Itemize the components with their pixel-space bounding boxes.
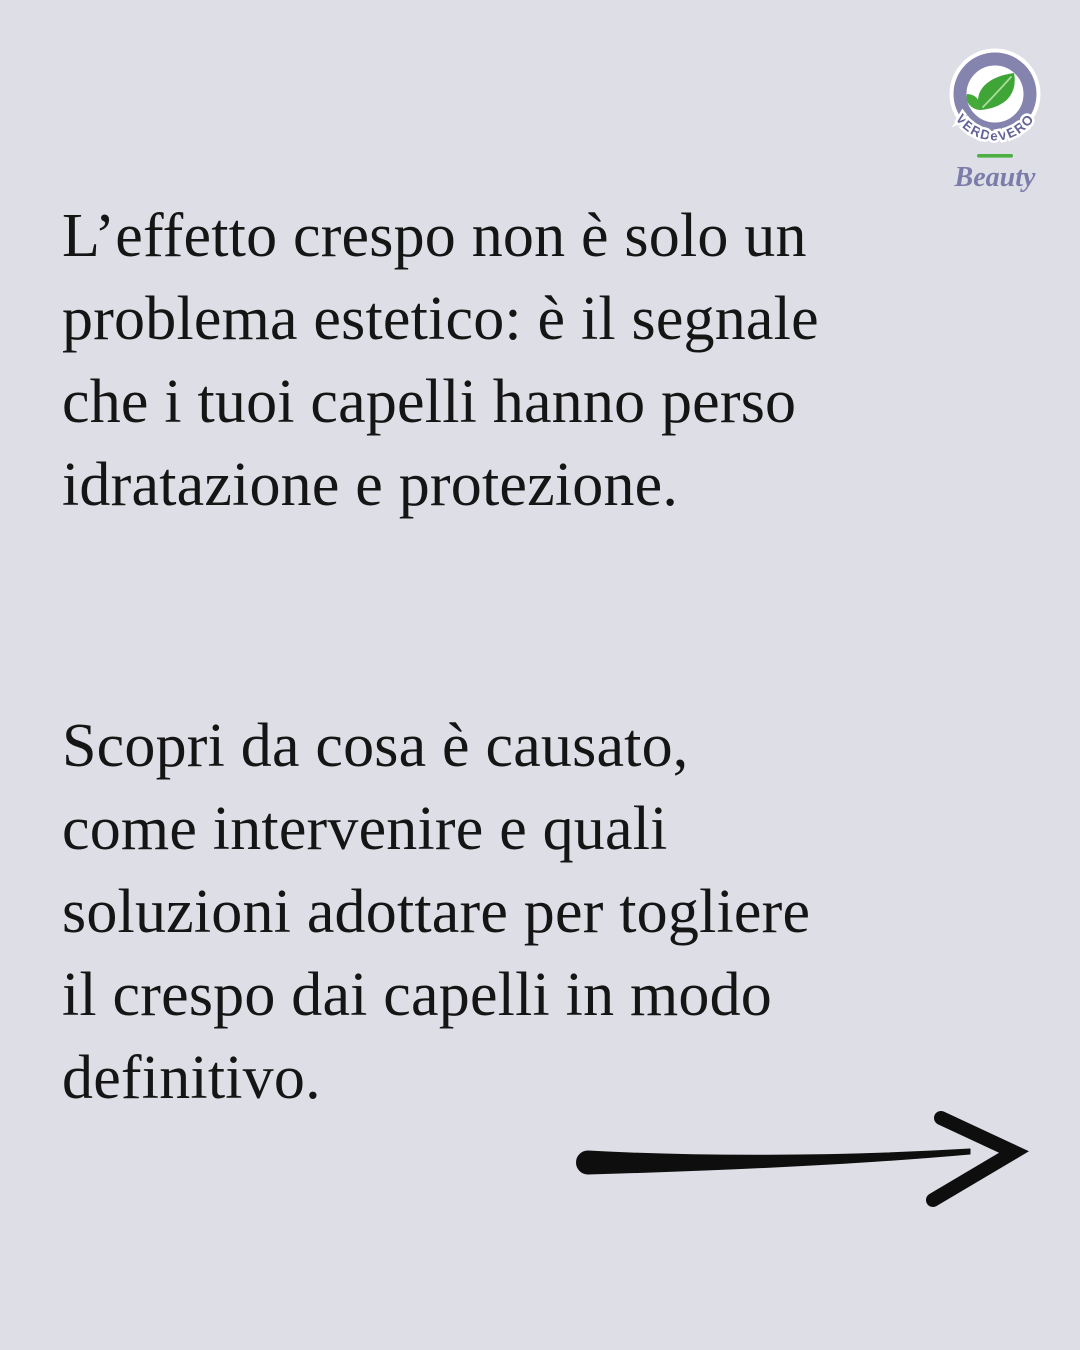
body-line: Scopri da cosa è causato, [62, 712, 689, 780]
body-line: idratazione e protezione. [62, 451, 679, 519]
body-line: definitivo. [62, 1044, 321, 1112]
swipe-arrow [565, 1095, 1035, 1220]
paragraph-frizz-problem [62, 195, 819, 527]
body-line: problema estetico: è il segnale [62, 285, 819, 353]
body-line: che i tuoi capelli hanno perso [62, 368, 797, 436]
brand-logo [930, 34, 1060, 196]
right-arrow-icon [565, 1095, 1035, 1220]
sub-brand-text: Beauty [954, 162, 1036, 193]
verdevero-logo-icon [930, 34, 1060, 196]
body-line: L’effetto crespo non è solo un [62, 202, 807, 270]
arrow-head [933, 1118, 1014, 1200]
body-line: soluzioni adottare per togliere [62, 878, 811, 946]
paragraph-discover-solutions [62, 705, 810, 1120]
body-line: come intervenire e quali [62, 795, 668, 863]
logo-divider [977, 154, 1013, 158]
brand-name-text: VERDeVERO [952, 111, 1038, 144]
arrow-shaft [577, 1149, 971, 1174]
body-line: il crespo dai capelli in modo [62, 961, 772, 1029]
